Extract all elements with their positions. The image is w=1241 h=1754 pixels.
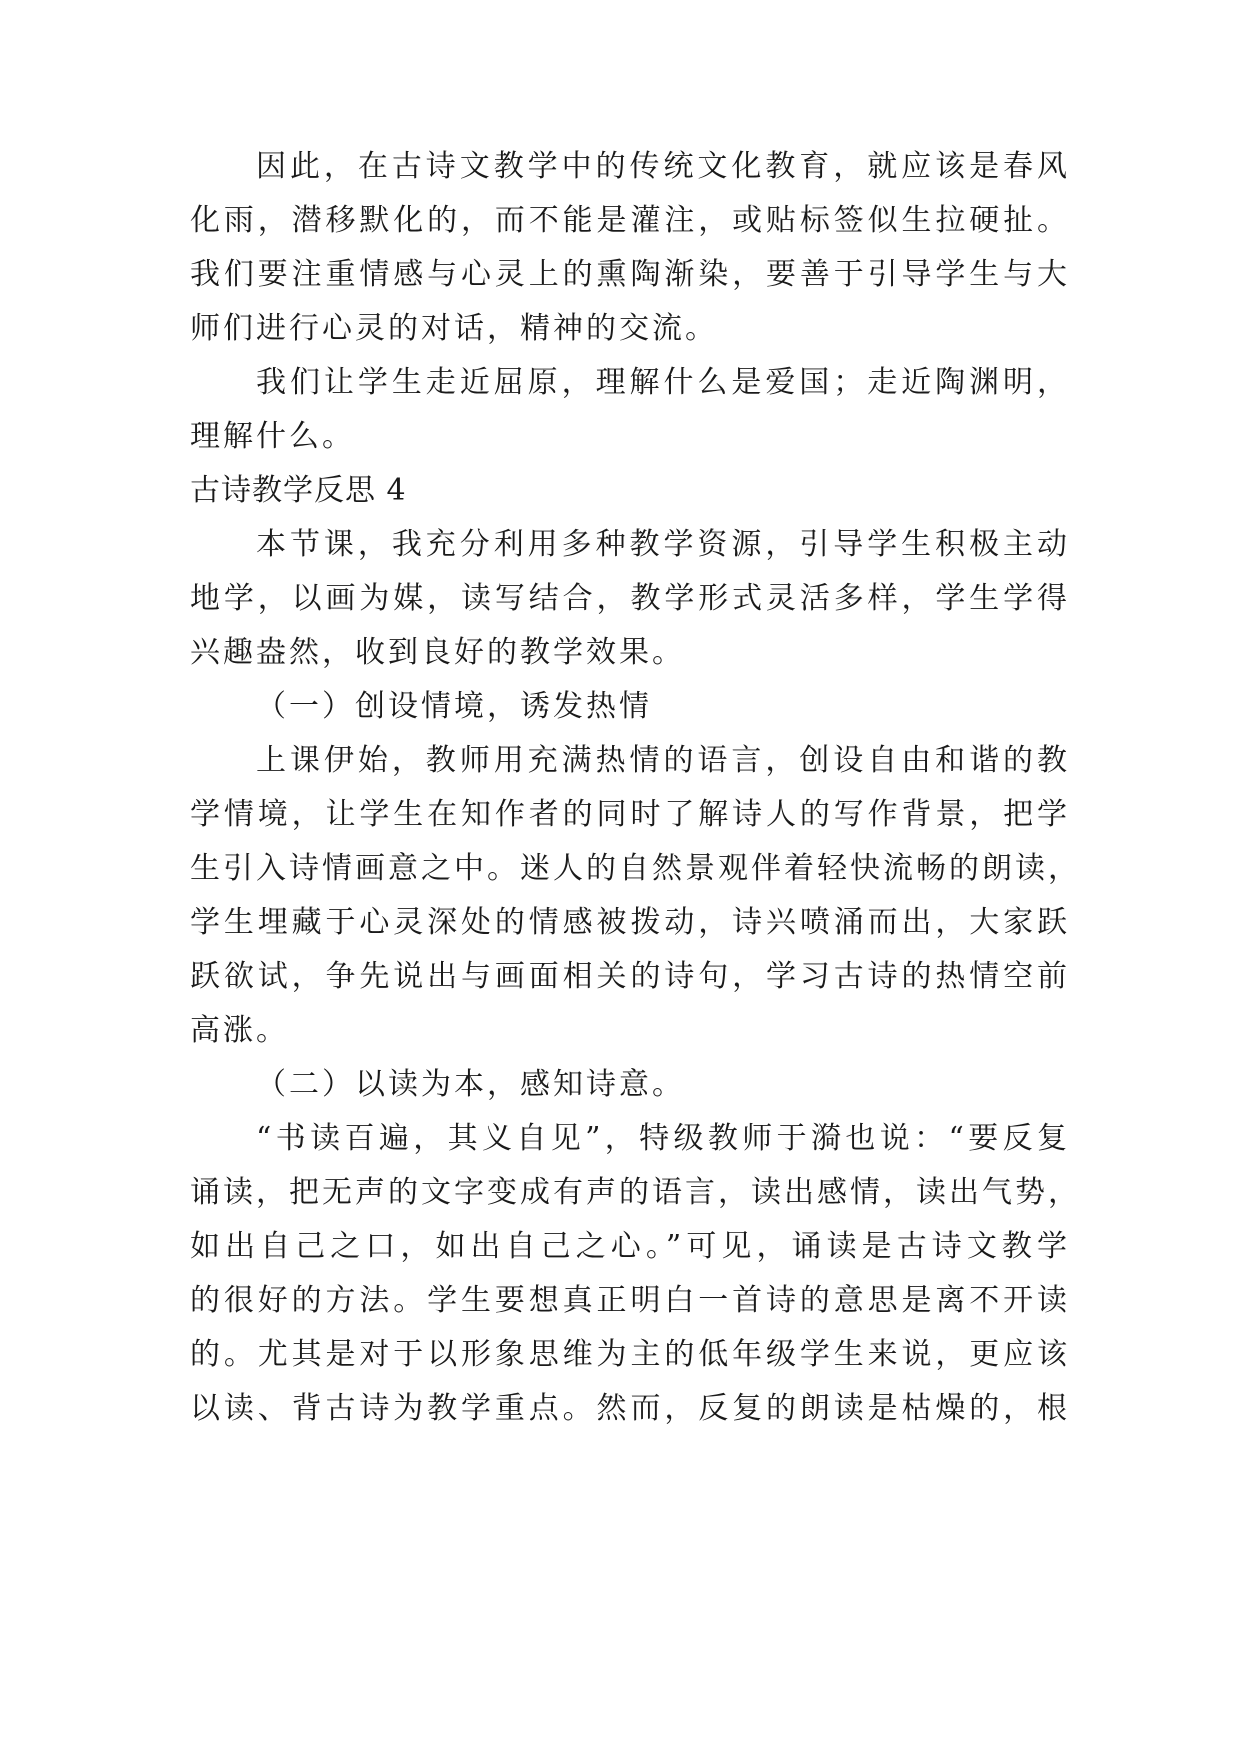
paragraph-line: 以读、背古诗为教学重点。然而，反复的朗读是枯燥的，根 [190,1391,1070,1426]
paragraph-line: 学情境，让学生在知作者的同时了解诗人的写作背景，把学 [190,797,1070,832]
paragraph-line: 因此，在古诗文教学中的传统文化教育，就应该是春风 [256,149,1070,184]
paragraph-line: 化雨，潜移默化的，而不能是灌注，或贴标签似生拉硬扯。 [190,203,1070,238]
paragraph-line: 学生埋藏于心灵深处的情感被拨动，诗兴喷涌而出，大家跃 [190,905,1070,940]
section-heading: 古诗教学反思 4 [190,473,407,508]
paragraph-line: 诵读，把无声的文字变成有声的语言，读出感情，读出气势， [190,1175,1081,1210]
paragraph-line: 师们进行心灵的对话，精神的交流。 [190,311,718,346]
paragraph-line: 的很好的方法。学生要想真正明白一首诗的意思是离不开读 [190,1283,1070,1318]
paragraph-line: 如出自己之口，如出自己之心。”可见，诵读是古诗文教学 [190,1229,1070,1264]
paragraph-line: 上课伊始，教师用充满热情的语言，创设自由和谐的教 [256,743,1070,778]
subheading: （一）创设情境，诱发热情 [256,689,652,724]
paragraph-line: 我们要注重情感与心灵上的熏陶渐染，要善于引导学生与大 [190,257,1070,292]
paragraph-line: “书读百遍，其义自见”，特级教师于漪也说：“要反复 [256,1121,1070,1156]
subheading: （二）以读为本，感知诗意。 [256,1067,685,1102]
paragraph-line: 生引入诗情画意之中。迷人的自然景观伴着轻快流畅的朗读， [190,851,1081,886]
paragraph-line: 高涨。 [190,1013,289,1048]
paragraph-line: 兴趣盎然，收到良好的教学效果。 [190,635,685,670]
paragraph-line: 本节课，我充分利用多种教学资源，引导学生积极主动 [256,527,1070,562]
paragraph-line: 地学，以画为媒，读写结合，教学形式灵活多样，学生学得 [190,581,1070,616]
paragraph-line: 我们让学生走近屈原，理解什么是爱国；走近陶渊明， [256,365,1070,400]
paragraph-line: 跃欲试，争先说出与画面相关的诗句，学习古诗的热情空前 [190,959,1070,994]
paragraph-line: 的。尤其是对于以形象思维为主的低年级学生来说，更应该 [190,1337,1070,1372]
paragraph-line: 理解什么。 [190,419,355,454]
